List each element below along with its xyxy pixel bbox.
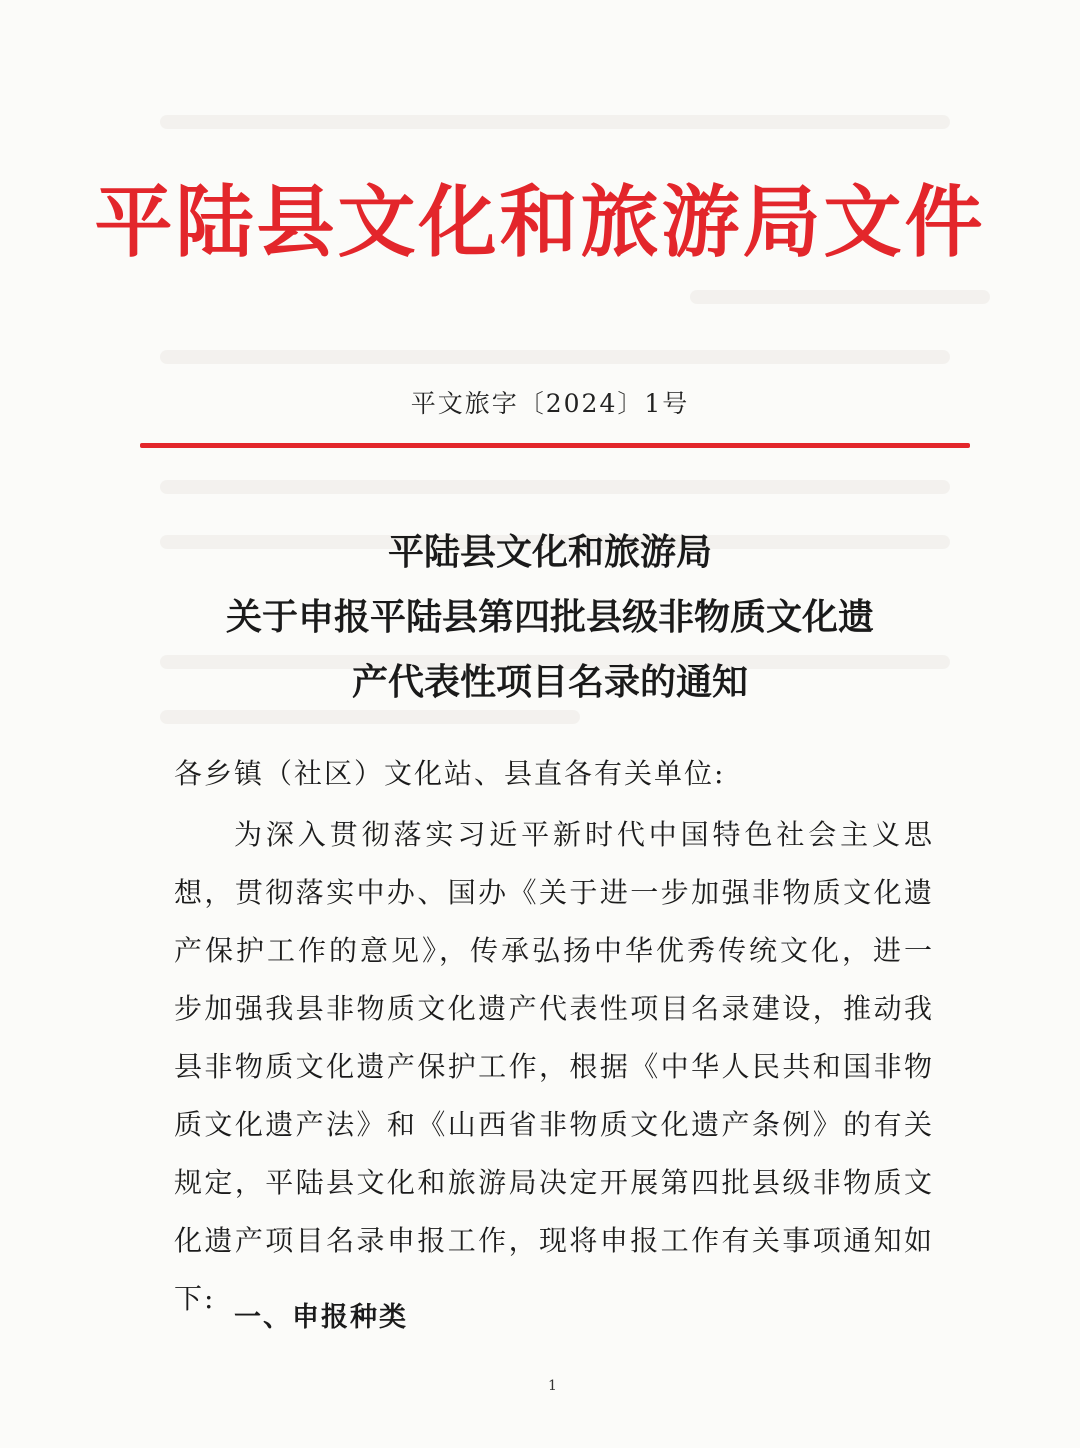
bleed-through-mark (690, 290, 990, 304)
red-divider-line (140, 443, 970, 448)
notice-title-line: 平陆县文化和旅游局 (387, 532, 712, 573)
addressee-line: 各乡镇（社区）文化站、县直各有关单位: (174, 757, 726, 790)
page-number: 1 (548, 1378, 557, 1394)
bleed-through-mark (160, 480, 950, 494)
bleed-through-mark (160, 115, 950, 129)
body-paragraph: 为深入贯彻落实习近平新时代中国特色社会主义思想，贯彻落实中办、国办《关于进一步加强非物质文化遗产保护工作的意见》，传承弘扬中华优秀传统文化，进一步加强我县非物质文化遗产代表性项目名录建设，推动我县非物质文化遗产保护工作，根据《中华人民共和国非物质文化遗产法》和《山西省非物质文化遗产条例》的有关规定，平陆县文化和旅游局决定开展第四批县级非物质文化遗产项目名录申报工作，现将申报工作有关事项通知如下: (174, 818, 934, 1315)
notice-title-line: 产代表性项目名录的通知 (351, 662, 748, 703)
notice-title (0, 520, 1080, 715)
notice-title-line: 关于申报平陆县第四批县级非物质文化遗 (225, 597, 874, 638)
document-number: 平文旅字〔2024〕1号 (410, 389, 690, 418)
document-header-title: 平陆县文化和旅游局文件 (94, 178, 986, 268)
section-heading: 一、申报种类 (234, 1302, 408, 1333)
bleed-through-mark (160, 350, 950, 364)
